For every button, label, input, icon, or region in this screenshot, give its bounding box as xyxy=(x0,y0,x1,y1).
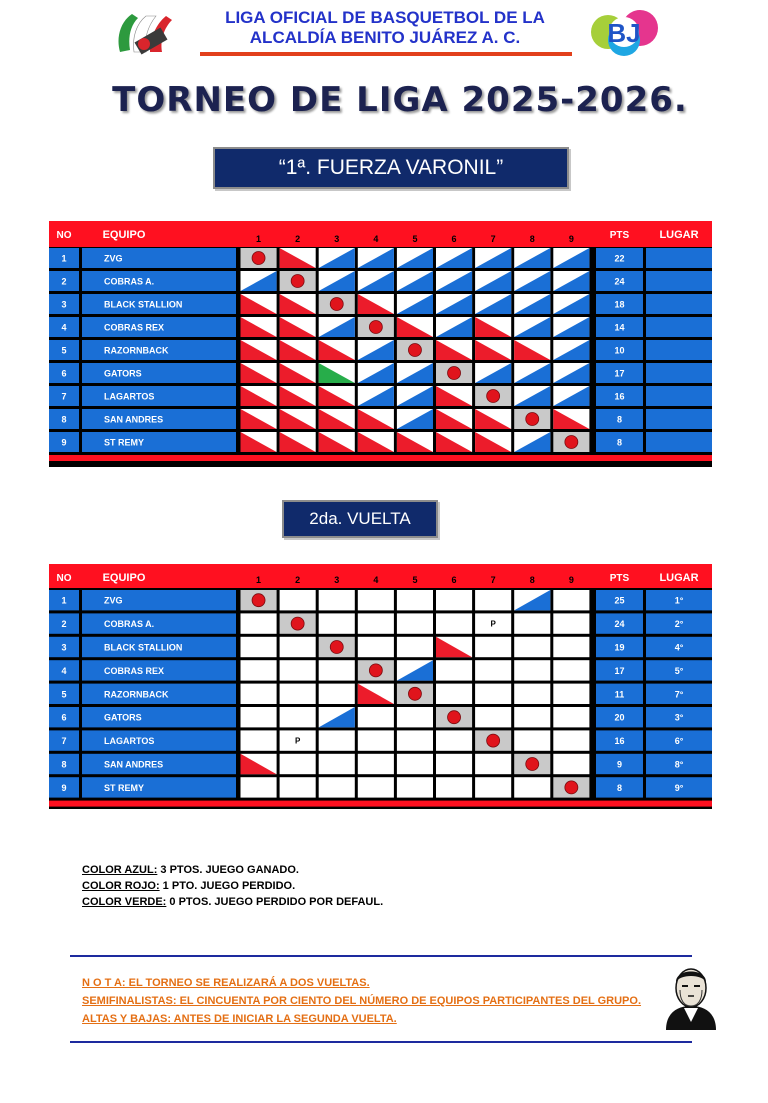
row-number: 4 xyxy=(61,665,67,676)
column-header-game: 6 xyxy=(451,234,457,244)
league-logo xyxy=(112,8,178,58)
self-match-marker xyxy=(330,298,343,311)
team-name: COBRAS REX xyxy=(104,322,165,333)
column-header-game: 9 xyxy=(568,234,574,244)
result-cell xyxy=(514,777,550,797)
team-points: 9 xyxy=(616,759,623,770)
result-cell xyxy=(319,684,355,704)
team-name: ST REMY xyxy=(104,437,145,448)
result-cell xyxy=(280,660,316,680)
row-number: 1 xyxy=(61,253,67,264)
team-name: GATORS xyxy=(104,368,142,379)
team-name: ST REMY xyxy=(104,782,145,793)
divider xyxy=(70,955,692,957)
column-header-game: 5 xyxy=(412,234,418,244)
row-place-cell xyxy=(646,340,712,360)
color-legend xyxy=(82,862,383,910)
note-line: ALTAS Y BAJAS: ANTES DE INICIAR LA SEGUNDA VUELTA. xyxy=(82,1013,397,1025)
row-number: 9 xyxy=(61,437,67,448)
standings-table-round1 xyxy=(49,221,712,467)
result-cell xyxy=(436,660,472,680)
column-header-no: NO xyxy=(56,230,72,241)
row-number: 8 xyxy=(61,414,67,425)
row-place-cell xyxy=(646,248,712,268)
team-name: BLACK STALLION xyxy=(104,299,183,310)
result-cell xyxy=(475,590,511,610)
result-cell xyxy=(280,754,316,774)
row-number: 7 xyxy=(61,736,67,747)
result-cell xyxy=(358,613,394,633)
result-cell xyxy=(436,730,472,750)
row-place-cell xyxy=(646,432,712,452)
column-header-pts: PTS xyxy=(609,230,630,241)
team-points: 17 xyxy=(614,665,625,676)
row-number: 3 xyxy=(61,299,67,310)
note-line: SEMIFINALISTAS: EL CINCUENTA POR CIENTO DEL NÚMERO DE EQUIPOS PARTICIPANTES DEL GRUPO. xyxy=(82,995,642,1007)
bj-logo xyxy=(588,6,660,58)
result-cell xyxy=(241,707,277,727)
self-match-marker xyxy=(487,734,500,747)
row-number: 3 xyxy=(61,642,67,653)
league-name-line1: LIGA OFICIAL DE BASQUETBOL DE LA xyxy=(225,8,545,27)
result-cell xyxy=(319,590,355,610)
team-points: 17 xyxy=(614,368,625,379)
column-header-game: 1 xyxy=(256,575,262,585)
result-cell xyxy=(397,590,433,610)
result-cell xyxy=(514,707,550,727)
result-cell xyxy=(553,637,589,657)
league-underline xyxy=(200,52,572,56)
legend-item-red xyxy=(82,878,383,894)
row-place-cell xyxy=(646,294,712,314)
self-match-marker xyxy=(408,344,421,357)
pending-mark: P xyxy=(294,736,301,746)
category-title: “1ª. FUERZA VARONIL” xyxy=(213,147,569,189)
column-header-game: 9 xyxy=(568,575,574,585)
self-match-marker xyxy=(487,390,500,403)
portrait-illustration xyxy=(662,964,720,1030)
column-header-game: 1 xyxy=(256,234,262,244)
result-cell xyxy=(397,754,433,774)
team-points: 24 xyxy=(614,619,625,630)
result-cell xyxy=(358,707,394,727)
result-cell xyxy=(358,777,394,797)
result-cell xyxy=(280,777,316,797)
league-name-line2: ALCALDÍA BENITO JUÁREZ A. C. xyxy=(249,28,521,47)
team-points: 14 xyxy=(614,322,625,333)
legend-item-blue xyxy=(82,862,383,878)
result-cell xyxy=(514,660,550,680)
result-cell xyxy=(475,754,511,774)
result-cell xyxy=(319,613,355,633)
legend-text: 0 PTOS. JUEGO PERDIDO POR DEFAUL. xyxy=(166,896,384,908)
result-cell xyxy=(280,590,316,610)
team-points: 25 xyxy=(614,595,625,606)
column-header-game: 3 xyxy=(334,575,340,585)
team-points: 8 xyxy=(616,437,623,448)
team-place: 3° xyxy=(674,712,684,723)
row-number: 5 xyxy=(61,345,67,356)
team-points: 8 xyxy=(616,782,623,793)
result-cell xyxy=(319,754,355,774)
result-cell xyxy=(514,637,550,657)
row-place-cell xyxy=(646,271,712,291)
team-points: 16 xyxy=(614,391,625,402)
result-cell xyxy=(553,707,589,727)
column-header-team: EQUIPO xyxy=(102,572,146,584)
column-header-game: 4 xyxy=(373,575,379,585)
team-name: COBRAS A. xyxy=(104,276,155,287)
row-number: 7 xyxy=(61,391,67,402)
result-cell xyxy=(553,613,589,633)
result-cell xyxy=(397,637,433,657)
column-header-place: LUGAR xyxy=(659,229,699,241)
self-match-marker xyxy=(448,367,461,380)
column-header-team: EQUIPO xyxy=(102,229,146,241)
result-cell xyxy=(358,730,394,750)
self-match-marker xyxy=(448,711,461,724)
result-cell xyxy=(397,613,433,633)
self-match-marker xyxy=(369,664,382,677)
self-match-marker xyxy=(565,781,578,794)
row-place-cell xyxy=(646,409,712,429)
result-cell xyxy=(514,684,550,704)
row-number: 9 xyxy=(61,782,67,793)
team-place: 6° xyxy=(674,736,684,747)
team-points: 20 xyxy=(614,712,625,723)
team-name: COBRAS REX xyxy=(104,665,165,676)
team-points: 19 xyxy=(614,642,625,653)
column-header-game: 5 xyxy=(412,575,418,585)
row-number: 6 xyxy=(61,368,67,379)
legend-key: COLOR ROJO: xyxy=(82,880,160,892)
result-cell xyxy=(397,730,433,750)
team-name: LAGARTOS xyxy=(104,391,155,402)
legend-text: 3 PTOS. JUEGO GANADO. xyxy=(157,864,299,876)
table-footer-bar xyxy=(49,455,712,461)
self-match-marker xyxy=(291,275,304,288)
team-place: 4° xyxy=(674,642,684,653)
result-cell xyxy=(475,707,511,727)
team-points: 18 xyxy=(614,299,625,310)
team-place: 7° xyxy=(674,689,684,700)
column-header-game: 7 xyxy=(490,234,496,244)
result-cell xyxy=(241,613,277,633)
team-place: 5° xyxy=(674,665,684,676)
column-header-no: NO xyxy=(56,573,72,584)
team-name: LAGARTOS xyxy=(104,736,155,747)
row-place-cell xyxy=(646,363,712,383)
column-header-game: 2 xyxy=(295,234,301,244)
result-cell xyxy=(358,754,394,774)
team-name: SAN ANDRES xyxy=(104,759,164,770)
legend-key: COLOR AZUL: xyxy=(82,864,158,876)
league-name xyxy=(185,8,585,48)
self-match-marker xyxy=(252,252,265,265)
result-cell xyxy=(397,707,433,727)
bj-logo-text: BJ xyxy=(607,18,641,48)
column-header-game: 8 xyxy=(529,234,535,244)
result-cell xyxy=(475,684,511,704)
self-match-marker xyxy=(526,413,539,426)
result-cell xyxy=(514,613,550,633)
team-points: 24 xyxy=(614,276,625,287)
team-place: 8° xyxy=(674,759,684,770)
self-match-marker xyxy=(565,436,578,449)
column-header-game: 2 xyxy=(295,575,301,585)
column-header-game: 3 xyxy=(334,234,340,244)
second-round-title: 2da. VUELTA xyxy=(282,500,438,538)
result-cell xyxy=(319,660,355,680)
result-cell xyxy=(241,637,277,657)
self-match-marker xyxy=(408,687,421,700)
team-name: RAZORNBACK xyxy=(104,689,169,700)
column-header-place: LUGAR xyxy=(659,572,699,584)
legend-text: 1 PTO. JUEGO PERDIDO. xyxy=(159,880,296,892)
result-cell xyxy=(319,730,355,750)
result-cell xyxy=(553,754,589,774)
row-number: 4 xyxy=(61,322,67,333)
self-match-marker xyxy=(252,594,265,607)
self-match-marker xyxy=(291,617,304,630)
result-cell xyxy=(241,684,277,704)
row-place-cell xyxy=(646,386,712,406)
legend-key: COLOR VERDE: xyxy=(82,896,167,908)
tournament-title: TORNEO DE LIGA 2025-2026. xyxy=(112,80,688,120)
team-points: 11 xyxy=(614,689,625,700)
result-cell xyxy=(475,637,511,657)
row-number: 2 xyxy=(61,619,67,630)
result-cell xyxy=(280,684,316,704)
team-name: GATORS xyxy=(104,712,142,723)
self-match-marker xyxy=(369,321,382,334)
result-cell xyxy=(436,590,472,610)
team-points: 22 xyxy=(614,253,625,264)
result-cell xyxy=(514,730,550,750)
self-match-marker xyxy=(526,758,539,771)
row-number: 6 xyxy=(61,712,67,723)
row-place-cell xyxy=(646,317,712,337)
row-number: 5 xyxy=(61,689,67,700)
team-name: ZVG xyxy=(104,595,123,606)
result-cell xyxy=(475,777,511,797)
column-header-game: 7 xyxy=(490,575,496,585)
result-cell xyxy=(280,707,316,727)
result-cell xyxy=(358,637,394,657)
legend-item-green xyxy=(82,894,383,910)
column-header-game: 6 xyxy=(451,575,457,585)
result-cell xyxy=(553,590,589,610)
result-cell xyxy=(280,637,316,657)
result-cell xyxy=(436,777,472,797)
self-match-marker xyxy=(330,641,343,654)
column-header-pts: PTS xyxy=(609,573,630,584)
result-cell xyxy=(553,730,589,750)
result-cell xyxy=(319,777,355,797)
result-cell xyxy=(397,777,433,797)
divider xyxy=(70,1041,692,1043)
team-name: BLACK STALLION xyxy=(104,642,183,653)
table-footer-bar xyxy=(49,801,712,807)
result-cell xyxy=(241,777,277,797)
team-points: 16 xyxy=(614,736,625,747)
column-header-game: 8 xyxy=(529,575,535,585)
result-cell xyxy=(436,613,472,633)
team-points: 10 xyxy=(614,345,625,356)
team-name: ZVG xyxy=(104,253,123,264)
team-name: SAN ANDRES xyxy=(104,414,164,425)
result-cell xyxy=(436,684,472,704)
team-points: 8 xyxy=(616,414,623,425)
team-name: RAZORNBACK xyxy=(104,345,169,356)
pending-mark: P xyxy=(490,619,496,629)
result-cell xyxy=(358,590,394,610)
tournament-notes xyxy=(82,974,641,1028)
result-cell xyxy=(436,754,472,774)
result-cell xyxy=(553,660,589,680)
row-number: 1 xyxy=(61,595,67,606)
row-number: 8 xyxy=(61,759,67,770)
team-name: COBRAS A. xyxy=(104,619,155,630)
result-cell xyxy=(241,730,277,750)
column-header-game: 4 xyxy=(373,234,379,244)
team-place: 2° xyxy=(674,619,684,630)
row-number: 2 xyxy=(61,276,67,287)
team-place: 9° xyxy=(674,782,684,793)
result-cell xyxy=(475,660,511,680)
note-line: N O T A: EL TORNEO SE REALIZARÁ A DOS VUELTAS. xyxy=(82,977,370,989)
result-cell xyxy=(553,684,589,704)
result-cell xyxy=(241,660,277,680)
team-place: 1° xyxy=(674,595,684,606)
standings-table-round2 xyxy=(49,564,712,809)
